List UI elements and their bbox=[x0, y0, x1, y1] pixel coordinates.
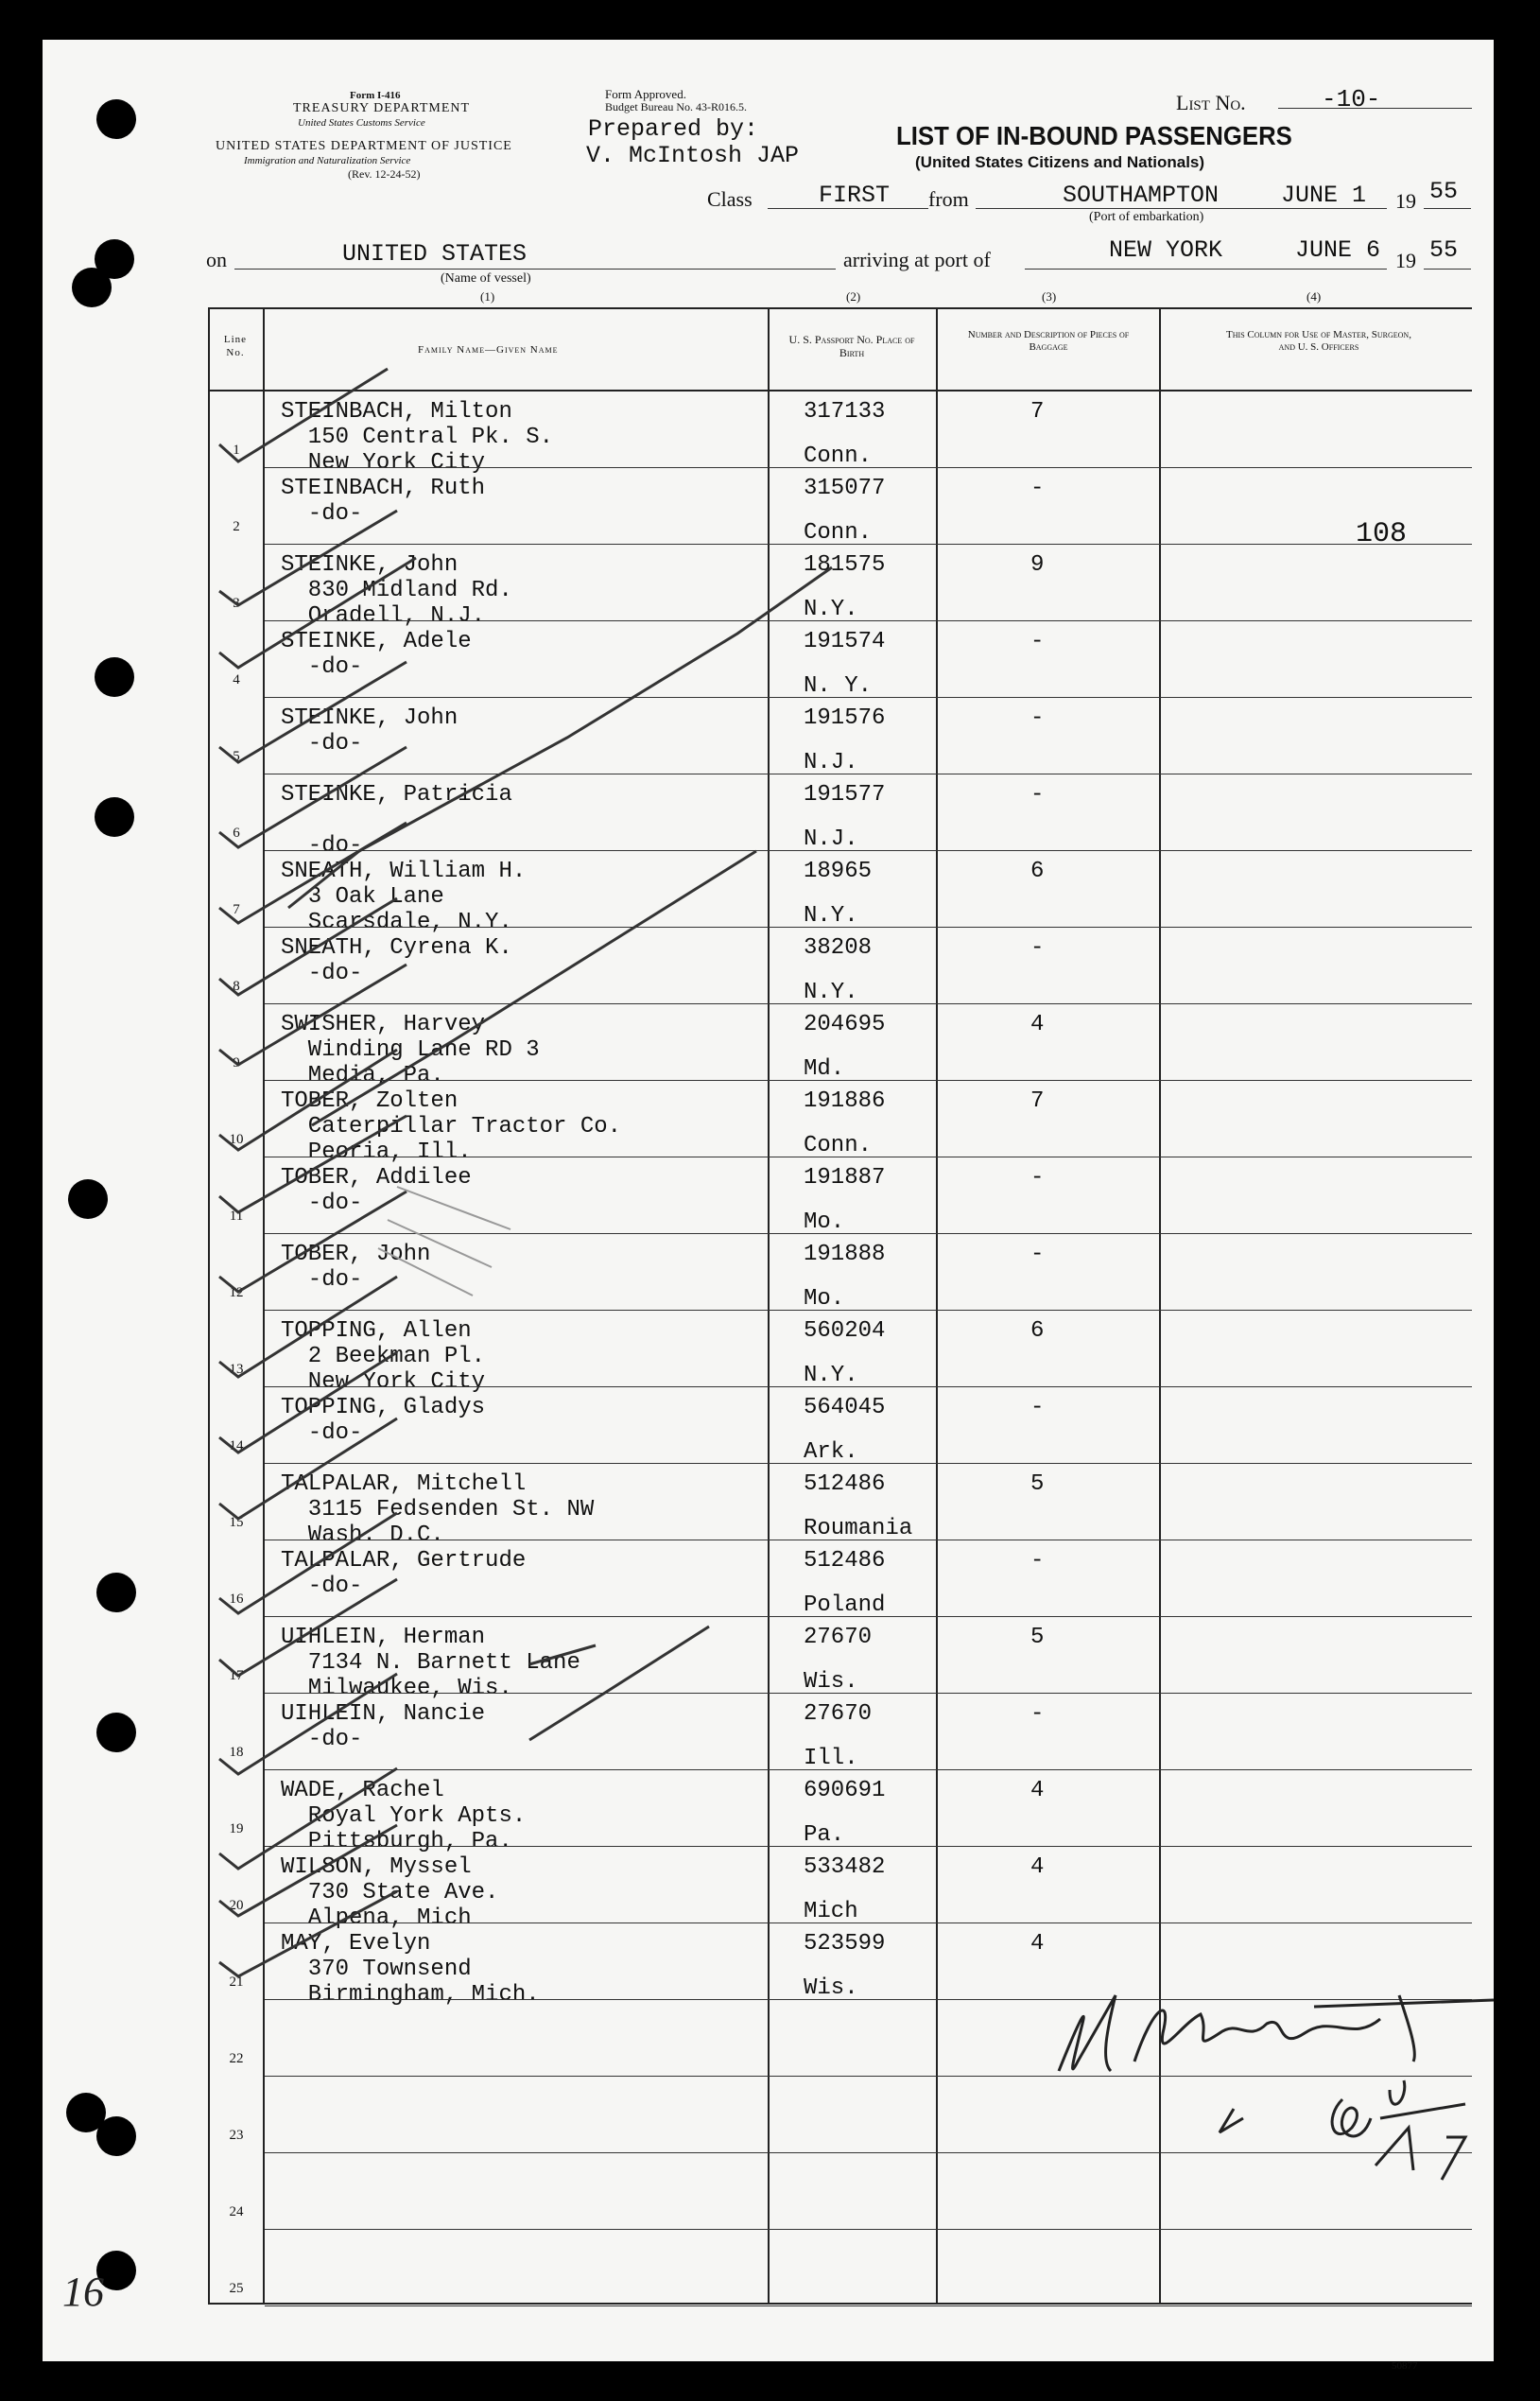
baggage-count: 4 bbox=[1030, 1931, 1045, 1957]
line-number: 6 bbox=[233, 826, 240, 841]
baggage-count: - bbox=[1030, 1701, 1045, 1727]
baggage-count: 4 bbox=[1030, 1854, 1045, 1880]
page-subtitle: (United States Citizens and Nationals) bbox=[915, 153, 1205, 171]
line-number: 21 bbox=[229, 1975, 244, 1990]
place-of-birth: Conn. bbox=[804, 444, 873, 469]
line-number: 17 bbox=[229, 1668, 244, 1683]
passenger-name-address: TOBER, Zolten Caterpillar Tractor Co. Peoria, Ill. bbox=[281, 1088, 622, 1165]
place-of-birth: Md. bbox=[804, 1056, 845, 1082]
place-of-birth: N. Y. bbox=[804, 673, 873, 699]
passenger-name-address: UIHLEIN, Nancie -do- bbox=[281, 1701, 486, 1752]
passport-number: 191886 bbox=[804, 1088, 886, 1114]
passenger-name-address: STEINKE, John -do- bbox=[281, 705, 459, 757]
line-number: 3 bbox=[233, 596, 240, 611]
justice-dept: UNITED STATES DEPARTMENT OF JUSTICE bbox=[216, 139, 512, 153]
header-name: Family Name—Given Name bbox=[418, 344, 559, 356]
baggage-count: - bbox=[1030, 1165, 1045, 1191]
passenger-name-address: TOBER, John -do- bbox=[281, 1242, 431, 1293]
line-number: 24 bbox=[229, 2204, 244, 2219]
line-number: 10 bbox=[229, 1132, 244, 1147]
baggage-count: 6 bbox=[1030, 1318, 1045, 1344]
line-number: 2 bbox=[233, 519, 240, 534]
place-of-birth: N.Y. bbox=[804, 980, 858, 1005]
arrival-year: 55 bbox=[1429, 236, 1459, 264]
revision: (Rev. 12-24-52) bbox=[348, 167, 421, 181]
form-number: Form I-416 bbox=[350, 90, 401, 101]
place-of-birth: Wis. bbox=[804, 1975, 858, 2001]
line-number: 11 bbox=[229, 1209, 244, 1224]
place-of-birth: Mo. bbox=[804, 1286, 845, 1312]
col-num-4: (4) bbox=[1306, 289, 1322, 304]
col-num-2: (2) bbox=[846, 289, 861, 304]
arrival-year-prefix: 19 bbox=[1395, 249, 1416, 272]
baggage-count: 7 bbox=[1030, 1088, 1045, 1114]
header-official-use: This Column for Use of Master, Surgeon, and U. S. Officers bbox=[1226, 329, 1411, 353]
footer-form-code: 50877 bbox=[1392, 2360, 1418, 2372]
treasury-dept: TREASURY DEPARTMENT bbox=[293, 101, 471, 115]
baggage-count: 7 bbox=[1030, 399, 1045, 425]
place-of-birth: N.Y. bbox=[804, 597, 858, 622]
passenger-name-address: TALPALAR, Mitchell 3115 Fedsenden St. NW Wash. D.C. bbox=[281, 1471, 595, 1548]
embark-note: (Port of embarkation) bbox=[1089, 210, 1204, 224]
line-number: 13 bbox=[229, 1362, 244, 1377]
place-of-birth: N.Y. bbox=[804, 903, 858, 929]
place-of-birth: N.J. bbox=[804, 826, 858, 852]
passenger-name-address: SNEATH, William H. 3 Oak Lane Scarsdale, N.Y. bbox=[281, 859, 527, 935]
passenger-name-address: WILSON, Myssel 730 State Ave. Alpena, Mich bbox=[281, 1854, 499, 1931]
from-label: from bbox=[928, 187, 969, 211]
baggage-count: - bbox=[1030, 629, 1045, 654]
baggage-count: - bbox=[1030, 1395, 1045, 1420]
line-number: 4 bbox=[233, 672, 240, 687]
baggage-count: - bbox=[1030, 705, 1045, 731]
line-number: 14 bbox=[229, 1438, 244, 1453]
passenger-name-address: SWISHER, Harvey Winding Lane RD 3 Media, Pa. bbox=[281, 1012, 540, 1088]
passport-number: 181575 bbox=[804, 552, 886, 578]
passenger-name-address: SNEATH, Cyrena K. -do- bbox=[281, 935, 512, 986]
place-of-birth: N.Y. bbox=[804, 1363, 858, 1388]
passenger-name-address: STEINKE, Adele -do- bbox=[281, 629, 472, 680]
passport-number: 512486 bbox=[804, 1471, 886, 1497]
line-number: 25 bbox=[229, 2281, 244, 2296]
passport-number: 317133 bbox=[804, 399, 886, 425]
form-approved: Form Approved. bbox=[605, 87, 686, 101]
place-of-birth: Conn. bbox=[804, 1133, 873, 1158]
col-num-3: (3) bbox=[1042, 289, 1057, 304]
passenger-name-address: UIHLEIN, Herman 7134 N. Barnett Lane Milwaukee, Wis. bbox=[281, 1625, 580, 1701]
arrival-date: JUNE 6 bbox=[1295, 236, 1381, 264]
passport-number: 27670 bbox=[804, 1625, 873, 1650]
line-number: 23 bbox=[229, 2128, 244, 2143]
line-number: 15 bbox=[229, 1515, 244, 1530]
line-number: 16 bbox=[229, 1592, 244, 1607]
passport-number: 191576 bbox=[804, 705, 886, 731]
list-no-label: List No. bbox=[1176, 91, 1246, 114]
from-port: SOUTHAMPTON bbox=[1063, 182, 1220, 209]
place-of-birth: N.J. bbox=[804, 750, 858, 775]
passport-number: 560204 bbox=[804, 1318, 886, 1344]
passenger-name-address: TOBER, Addilee -do- bbox=[281, 1165, 472, 1216]
passenger-name-address: STEINBACH, Ruth -do- bbox=[281, 476, 486, 527]
baggage-count: 4 bbox=[1030, 1012, 1045, 1037]
place-of-birth: Pa. bbox=[804, 1822, 845, 1848]
official-note-108: 108 bbox=[1356, 518, 1408, 550]
baggage-count: - bbox=[1030, 782, 1045, 808]
passenger-name-address: MAY, Evelyn 370 Townsend Birmingham, Mich. bbox=[281, 1931, 540, 2008]
vessel-note: (Name of vessel) bbox=[441, 271, 531, 286]
line-number: 8 bbox=[233, 979, 240, 994]
baggage-count: 6 bbox=[1030, 859, 1045, 884]
vessel-name: UNITED STATES bbox=[342, 240, 528, 268]
header-line-no: Line No. bbox=[223, 334, 248, 358]
margin-mark: 16 bbox=[62, 2269, 104, 2315]
place-of-birth: Conn. bbox=[804, 520, 873, 546]
passport-number: 18965 bbox=[804, 859, 873, 884]
passenger-name-address: STEINKE, Patricia -do- bbox=[281, 782, 512, 859]
baggage-count: - bbox=[1030, 1242, 1045, 1267]
place-of-birth: Wis. bbox=[804, 1669, 858, 1695]
place-of-birth: Roumania bbox=[804, 1516, 913, 1541]
col-num-1: (1) bbox=[480, 289, 495, 304]
passport-number: 38208 bbox=[804, 935, 873, 961]
from-date: JUNE 1 bbox=[1281, 182, 1367, 209]
place-of-birth: Mo. bbox=[804, 1209, 845, 1235]
line-number: 9 bbox=[233, 1055, 240, 1070]
baggage-count: 9 bbox=[1030, 552, 1045, 578]
on-label: on bbox=[206, 248, 227, 271]
passport-number: 533482 bbox=[804, 1854, 886, 1880]
prepared-by-label: Prepared by: bbox=[588, 115, 759, 143]
from-year: 55 bbox=[1429, 178, 1459, 205]
header-baggage: Number and Description of Pieces of Baggage bbox=[967, 329, 1130, 353]
passport-number: 204695 bbox=[804, 1012, 886, 1037]
place-of-birth: Ark. bbox=[804, 1439, 858, 1465]
class-label: Class bbox=[707, 187, 753, 211]
passport-number: 564045 bbox=[804, 1395, 886, 1420]
passport-number: 315077 bbox=[804, 476, 886, 501]
place-of-birth: Ill. bbox=[804, 1746, 858, 1771]
baggage-count: - bbox=[1030, 476, 1045, 501]
passport-number: 27670 bbox=[804, 1701, 873, 1727]
line-number: 12 bbox=[229, 1285, 244, 1300]
line-number: 20 bbox=[229, 1898, 244, 1913]
class-value: FIRST bbox=[819, 182, 891, 209]
passport-number: 690691 bbox=[804, 1778, 886, 1803]
line-number: 1 bbox=[233, 443, 240, 458]
passport-number: 523599 bbox=[804, 1931, 886, 1957]
line-number: 5 bbox=[233, 749, 240, 764]
baggage-count: - bbox=[1030, 1548, 1045, 1574]
passenger-name-address: STEINBACH, Milton 150 Central Pk. S. New York City bbox=[281, 399, 554, 476]
passport-number: 191888 bbox=[804, 1242, 886, 1267]
passport-number: 191574 bbox=[804, 629, 886, 654]
passenger-name-address: TALPALAR, Gertrude -do- bbox=[281, 1548, 527, 1599]
passenger-name-address: WADE, Rachel Royal York Apts. Pittsburgh, Pa. bbox=[281, 1778, 527, 1854]
baggage-count: 5 bbox=[1030, 1625, 1045, 1650]
baggage-count: 5 bbox=[1030, 1471, 1045, 1497]
header-passport: U. S. Passport No. Place of Birth bbox=[788, 333, 915, 359]
customs-service: United States Customs Service bbox=[298, 117, 425, 129]
place-of-birth: Poland bbox=[804, 1592, 886, 1618]
line-number: 19 bbox=[229, 1821, 244, 1836]
arrival-port: NEW YORK bbox=[1109, 236, 1223, 264]
list-no: -10- bbox=[1322, 85, 1381, 113]
arriving-label: arriving at port of bbox=[843, 248, 991, 271]
passenger-name-address: TOPPING, Allen 2 Beekman Pl. New York City bbox=[281, 1318, 486, 1395]
line-number: 7 bbox=[233, 902, 240, 917]
prepared-by: V. McIntosh JAP bbox=[586, 142, 800, 169]
passport-number: 191577 bbox=[804, 782, 886, 808]
baggage-count: 4 bbox=[1030, 1778, 1045, 1803]
budget-bureau: Budget Bureau No. 43-R016.5. bbox=[605, 100, 747, 113]
passport-number: 512486 bbox=[804, 1548, 886, 1574]
from-year-prefix: 19 bbox=[1395, 189, 1416, 213]
place-of-birth: Mich bbox=[804, 1899, 858, 1924]
baggage-count: - bbox=[1030, 935, 1045, 961]
ins-service: Immigration and Naturalization Service bbox=[244, 155, 411, 166]
passenger-name-address: STEINKE, John 830 Midland Rd. Oradell, N.J. bbox=[281, 552, 512, 629]
passenger-name-address: TOPPING, Gladys -do- bbox=[281, 1395, 486, 1446]
line-number: 18 bbox=[229, 1745, 244, 1760]
line-number: 22 bbox=[229, 2051, 244, 2066]
passport-number: 191887 bbox=[804, 1165, 886, 1191]
page-title: LIST OF IN-BOUND PASSENGERS bbox=[896, 121, 1292, 150]
